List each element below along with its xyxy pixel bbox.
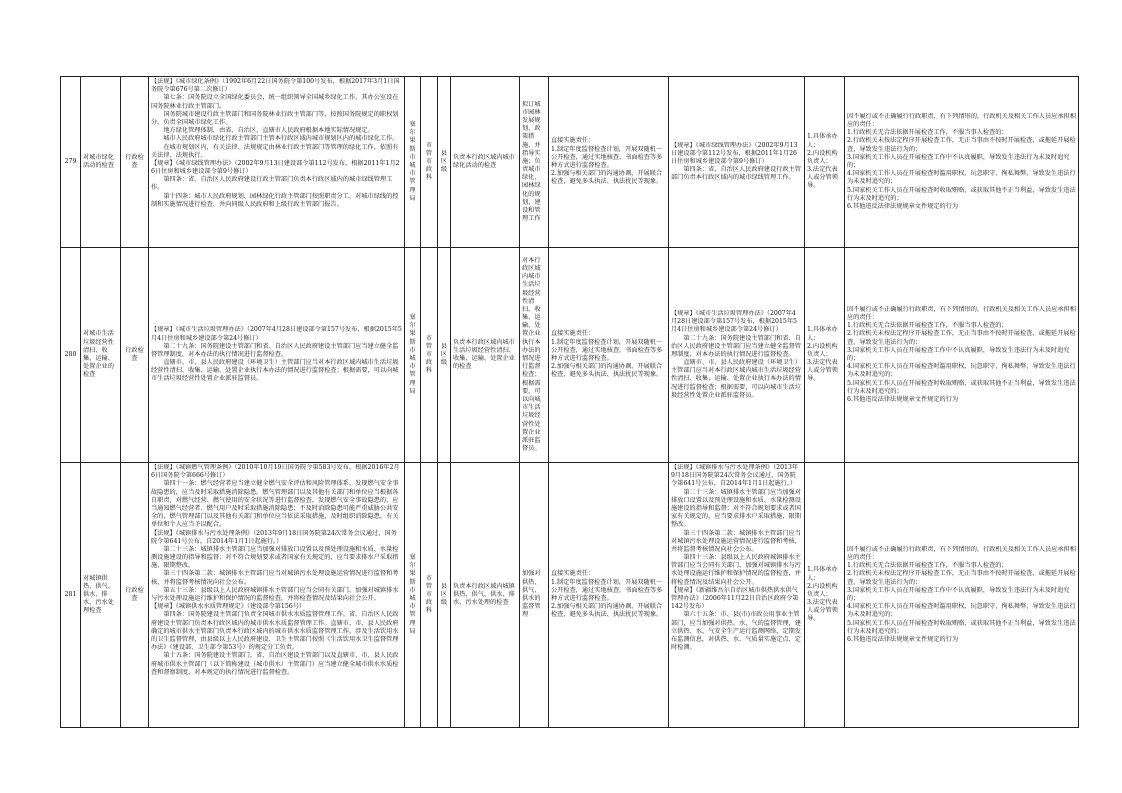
legal-basis-text: 【法规】《城市绿化条例》（1992年6月22日国务院令第100号发布，根据2017年3月1日国务院令第676号第二次修订） 第七条：国务院设立全国绿化委员会，统一组织领导全国城乡绿化工作，其办公室设在国务院林业行政主管部门。 国务院城市建设行政主管部门和国务院林业行政主管部门等，按照国务院规定的职权划分，负责全国城市绿化工作。 地方绿化管理体制，由省、自治区、直辖市人民政府根据本地实际情况规定。 城市人民政府城市绿化行政主管部门主管本行政区域内城市规划区内的城市绿化工作。 在城市规划区内，有关法律、法规规定由林业行政主管部门等管理的绿化工作，依照有关法律、法规执行。 【规章】《城市绿线管理办法》（2002年9月13日建设部令第112号发布，根据2011年1月26日住房和城乡建设部令第9号修订） 第四条：省、自治区人民政府建设行政主管部门负责本行政区域内的城市绿线管理工作。 第十四条：城市人民政府规划、园林绿化行政主管部门按照职责分工，对城市绿线的控制和实施情况进行检查，并向同级人民政府和上级行政主管部门报告。 bbox=[151, 78, 400, 208]
liability-conditions bbox=[845, 463, 1079, 728]
responsible-section: 市管市政科 bbox=[421, 77, 438, 248]
duty-basis bbox=[669, 77, 805, 248]
duty-basis bbox=[669, 248, 805, 463]
liability-conditions-text: 因不履行或不正确履行行政职责，有下列情形的，行政机关及相关工作人员应承担相应的责任： 1.行政机关无合法依据开展检查工作，不服当事人检查的； 2.行政机关未按法定程序开展检查工作，无正当事由不按时开展检查，或拖延开展检查，导致发生违法行为的； 3.国家机关工作人员在开展检查工作中不认真履职，导致发生违法行为未及时追究的； 4.国家机关工作人员在开展检查时滥用职权、玩忽职守、徇私舞弊，导致发生违法行为未及时追究的； 5.国家机关工作人员在开展检查时收取贿赂，或获取其他不正当利益，导致发生违法行为未及时追究的； 6.其他违反法律法规规章文件规定的行为 bbox=[847, 112, 1076, 210]
duty-content: 负责本行政区域内城市生活垃圾经营性清扫、收集、运输、处置企业的检查 bbox=[451, 248, 520, 463]
responsible-section: 市管市政科 bbox=[421, 463, 438, 728]
admin-level: 县区级 bbox=[438, 248, 451, 463]
responsible-subject bbox=[805, 463, 845, 728]
liability-conditions bbox=[845, 248, 1079, 463]
duty-basis-text: 【规章】《城市生活垃圾管理办法》（2007年4月28日建设部令第157号发布，根据2015年5月4日住房和城乡建设部令第24号修订） 第二十九条：国务院建设主管部门和省、自治区人民政府建设主管部门应当建立健全监督管理制度，对本办法的执行情况进行监督检查。 直辖市、市、县人民政府建设（环境卫生）主管部门应当对本行政区域内城市生活垃圾经营性清扫、收集、运输、处置企业执行本办法的情况进行监督检查；根据需要，可以向城市生活垃圾经营性处置企业派驻监督员。 bbox=[671, 309, 801, 399]
liability-conditions-text: 因不履行或不正确履行行政职责，有下列情形的，行政机关及相关工作人员应承担相应的责任： 1.行政机关无合法依据开展检查工作，不服当事人检查的； 2.行政机关未按法定程序开展检查工作，无正当事由不按时开展检查，或拖延开展检查，导致发生违法行为的； 3.国家机关工作人员在开展检查工作中不认真履职，导致发生违法行为未及时追究的； 4.国家机关工作人员在开展检查时滥用职权、玩忽职守、徇私舞弊，导致发生违法行为未及时追究的； 5.国家机关工作人员在开展检查时收取贿赂，或获取其他不正当利益，导致发生违法行为未及时追究的； 6.其他违反法律法规规章文件规定的行为 bbox=[847, 305, 1076, 403]
legal-basis bbox=[149, 248, 405, 463]
item-type: 行政检查 bbox=[121, 77, 149, 248]
responsible-subject-text: 1.具体承办人； 2.内设机构负责人； 3.法定代表人或分管领导。 bbox=[807, 326, 838, 383]
item-name: 对城市绿化活动的检查 bbox=[81, 77, 121, 248]
liability-conditions-text: 因不履行或不正确履行行政职责，有下列情形的，行政机关及相关工作人员应承担相应的责任： 1.行政机关无合法依据开展检查工作，不服当事人检查的； 2.行政机关未按法定程序开展检查工作，无正当事由不按时开展检查，或拖延开展检查，导致发生违法行为的； 3.国家机关工作人员在开展检查工作中不认真履职，导致发生违法行为未及时追究的； 4.国家机关工作人员在开展检查时滥用职权、玩忽职守、徇私舞弊，导致发生违法行为未及时追究的； 5.国家机关工作人员在开展检查时收取贿赂，或获取其他不正当利益，导致发生违法行为未及时追究的； 6.其他违反法律法规规章文件规定的行为 bbox=[847, 545, 1076, 643]
department-duty bbox=[520, 248, 549, 463]
item-name: 对城市生活垃圾经营性清扫、收集、运输、处置企业的检查 bbox=[81, 248, 121, 463]
duty-basis-text: 【规章】《城市绿线管理办法》（2002年9月13日建设部令第112号发布，根据2011年1月26日住房和城乡建设部令第9号修订） 第四条：省、自治区人民政府建设行政主管部门负责本行政区域内的城市绿线管理工作。 bbox=[671, 141, 801, 182]
implementation-method-text: 直接实施责任： 1.制定年度监督检查计划，开展双随机一公开检查，通过实地核查、书面检查等多种方式进行监督检查。 2.加强与相关部门的沟通协调，开展联合检查，避免多头执法、执法扰民等现象。 bbox=[551, 570, 663, 619]
implementing-org: 塞尔果斯市城市管理局 bbox=[405, 248, 421, 463]
implementation-method-text: 直接实施责任： 1.制定年度监督检查计划，开展双随机一公开检查，通过实地核查、书面检查等多种方式进行监督检查。 2.加强与相关部门的沟通协调，开展联合检查，避免多头执法、执法扰民等现象。 bbox=[551, 330, 663, 379]
department-duty bbox=[520, 77, 549, 248]
legal-basis-text: 【规章】《城市生活垃圾管理办法》（2007年4月28日建设部令第157号发布，根据2015年5月4日住房和城乡建设部令第24号修订） 第二十九条：国务院建设主管部门和省、自治区人民政府建设主管部门应当建立健全监督管理制度，对本办法的执行情况进行监督检查。 直辖市、市、县人民政府建设（环境卫生）主管部门应当对本行政区域内城市生活垃圾经营性清扫、收集、运输、处置企业执行本办法的情况进行监督检查；根据需要，可以向城市生活垃圾经营性处置企业派驻监督员。 bbox=[151, 326, 402, 383]
department-duty-text: 拟订城市园林发展规划、政策措施，并指导实施；负责城市绿化、园林绿化的规划、建设和管理工作 bbox=[522, 100, 541, 223]
implementing-org: 塞尔果斯市城市管理局 bbox=[405, 77, 421, 248]
duty-basis-text: 【法规】《城镇排水与污水处理条例》（2013年9月18日国务院第24次常务会议通过，国务院令第641号公布，自2014年1月1日起施行。） 第二十三条：城镇排水主管部门应当加强对排放口设置以及预处理设施和水质、水量检测设施建设的指导和监督；对不符合规划要求或者国家有关规定的，应当要求排水户采取措施，限期整改。 第三十四条第二款：城镇排水主管部门应当对城镇污水处理设施运营情况进行监督和考核，并将监督考核情况向社会公布。 第四十三条：县级以上人民政府城镇排水主管部门应当会同有关部门，加强对城镇排水与污水处理设施运行维护和保护情况的监督检查，并将检查情况及结果向社会公开。 【规章】《新疆维吾尔自治区城市供热供水供气管理办法》（2006年11月22日自治区政府令第142号发布） 第六十五条：市、县(市)市政公用事业主管部门，应当加强对供热、水、气的监督管理，建立供热、水、气安全生产运行监测网络，定期发布监测信息，对供热、水、气质量实施定点、定时检测。 bbox=[671, 464, 801, 652]
item-type: 行政检查 bbox=[121, 463, 149, 728]
admin-level: 县区级 bbox=[438, 77, 451, 248]
department-duty bbox=[520, 463, 549, 728]
implementation-method bbox=[549, 248, 669, 463]
table-row bbox=[61, 248, 1079, 463]
row-number: 281 bbox=[61, 463, 81, 728]
duty-content: 负责本行政区域内城镇供热、供气、供水、排水、污水处理的检查 bbox=[451, 463, 520, 728]
legal-basis bbox=[149, 77, 405, 248]
department-duty-text: 加强对供热、供气、供水的监督管理 bbox=[522, 570, 541, 619]
department-duty-text: 对本行政区域内城市生活垃圾经营性清扫、收集、运输、处置企业执行本办法的情况进行监督检查；根据需要，可以向城市生活垃圾经营性处置企业派驻监督员。 bbox=[522, 256, 541, 453]
liability-conditions bbox=[845, 77, 1079, 248]
legal-basis bbox=[149, 463, 405, 728]
row-number: 279 bbox=[61, 77, 81, 248]
duty-content: 负责本行政区域内城市绿化活动的检查 bbox=[451, 77, 520, 248]
responsible-subject bbox=[805, 248, 845, 463]
implementation-method bbox=[549, 77, 669, 248]
admin-level: 县区级 bbox=[438, 463, 451, 728]
legal-basis-text: 【法规】《城镇燃气管理条例》（2010年10月19日国务院令第583号发布，根据2016年2月6日国务院令第666号修订） 第四十一条：燃气经营者应当建立健全燃气安全评估和风险管理体系，发现燃气安全事故隐患的，应当及时采取措施消除隐患。燃气管理部门以及其他有关部门和单位应当根据各自职责，对燃气经营、燃气使用的安全状况等进行监督检查，发现燃气安全事故隐患的，应当通知燃气经营者、燃气用户及时采取措施消除隐患；不及时消除隐患可能严重威胁公共安全的，燃气管理部门以及其他有关部门和单位应当依法采取措施，及时组织消除隐患，有关单位和个人应当予以配合。 【法规】《城镇排水与污水处理条例》（2013年9月18日国务院第24次常务会议通过，国务院令第641号公布，自2014年1月1日起施行。） 第二十三条：城镇排水主管部门应当加强对排放口设置以及预处理设施和水质、水量检测设施建设的指导和监督；对不符合规划要求或者国家有关规定的，应当要求排水户采取措施，限期整改。 第三十四条第二款：城镇排水主管部门应当对城镇污水处理设施运营情况进行监督和考核，并将监督考核情况向社会公布。 第五十三条：县级以上人民政府城镇排水主管部门应当会同有关部门，加强对城镇排水与污水处理设施运行维护和保护情况的监督检查，并将检查情况及结果向社会公开。 【规章】《城镇供水水质管理规定》（建设部令第156号） 第四条：国务院建设主管部门负责全国城市供水水质监督管理工作。省、自治区人民政府建设主管部门负责本行政区域内的城市供水水质监督管理工作。直辖市、市、县人民政府确定的城市供水主管部门负责本行政区域内的城市供水水质监督管理工作。涉及生活饮用水的卫生监督管理，由县级以上人民政府建设、卫生主管部门按照《生活饮用水卫生监督管理办法》（建设部、卫生部令第53号）的规定分工负责。 第十五条：国务院建设主管部门，省、自治区建设主管部门以及直辖市、市、县人民政府城市供水主管部门（以下简称建设（城市供水）主管部门）应当建立健全城市供水水质检查和督察制度，对本规定的执行情况进行监督检查。 bbox=[151, 464, 400, 676]
implementation-method bbox=[549, 463, 669, 728]
item-name: 对城镇供热、供气、供水、排水、污水处理检查 bbox=[81, 463, 121, 728]
row-number: 280 bbox=[61, 248, 81, 463]
responsible-subject bbox=[805, 77, 845, 248]
responsible-subject-text: 1.具体承办人； 2.内设机构负责人； 3.法定代表人或分管领导。 bbox=[807, 133, 838, 190]
implementation-method-text: 直接实施责任： 1.制定年度监督检查计划，开展双随机一公开检查，通过实地核查、书面检查等多种方式进行监督检查。 2.加强与相关部门的沟通协调，开展联合检查，避免多头执法、执法扰民等现象。 bbox=[551, 137, 663, 186]
table-row bbox=[61, 463, 1079, 728]
implementing-org: 塞尔果斯市城市管理局 bbox=[405, 463, 421, 728]
duty-basis bbox=[669, 463, 805, 728]
table-row bbox=[61, 77, 1079, 248]
responsible-subject-text: 1.具体承办人； 2.内设机构负责人； 3.法定代表人或分管领导。 bbox=[807, 566, 838, 623]
item-type: 行政检查 bbox=[121, 248, 149, 463]
responsible-section: 市管市政科 bbox=[421, 248, 438, 463]
responsibility-table bbox=[60, 76, 1079, 728]
